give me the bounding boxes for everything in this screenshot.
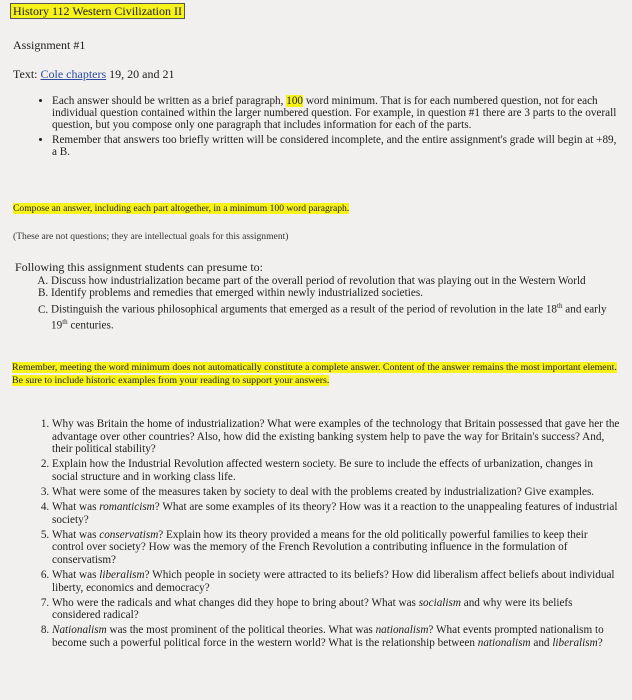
question-item: 4. What was romanticism? What are some examples of its theory? How was it a reaction to the unappealing features of industrial society? [52, 501, 620, 526]
goal-item: A. Discuss how industrialization became part of the overall period of revolution that was playing out in the Western World [51, 275, 611, 287]
question-item: 6. What was liberalism? Which people in society were attracted to its beliefs? How did liberalism affect beliefs about individual liberty, economics and democracy? [52, 569, 620, 594]
question-item: 5. What was conservatism? Explain how its theory provided a means for the old politically powerful families to keep their control over society? How was the memory of the French Revolution a contributing influence in the formulation of conservatism? [52, 529, 620, 567]
goal-item: B. Identify problems and remedies that emerged within newly industrialized societies. [51, 287, 611, 299]
question-item: 7. Who were the radicals and what changes did they hope to bring about? What was socialism and why were its beliefs considered radical? [52, 597, 620, 622]
text-chapters: 19, 20 and 21 [106, 67, 175, 81]
following-intro: Following this assignment students can presume to: [15, 260, 263, 274]
goal-item: C. Distinguish the various philosophical arguments that emerged as a result of the period of revolution in the late 18th and early 19th centuries. [51, 300, 611, 332]
question-item: 8. Nationalism was the most prominent of the political theories. What was nationalism? What events prompted nationalism to become such a powerful political force in the western world? What is the relationship between nationalism and liberalism? [52, 624, 620, 649]
question-item: 2. Explain how the Industrial Revolution affected western society. Be sure to include the effects of urbanization, changes in social structure and in working class life. [52, 458, 620, 483]
question-item: 1. Why was Britain the home of industrialization? What were examples of the technology that Britain possessed that gave her the advantage over other countries? Also, how did the existing banking system help to pave the way for Britain's success? And, their political stability? [52, 418, 620, 456]
instructions-list [28, 95, 622, 160]
text-link[interactable]: Cole chapters [40, 67, 107, 81]
instruction-item: • Remember that answers too briefly written will be considered incomplete, and the entire assignment's grade will begin at +89, a B. [52, 134, 622, 158]
text-reference [13, 67, 174, 82]
compose-note: Compose an answer, including each part altogether, in a minimum 100 word paragraph. [13, 203, 350, 214]
assignment-number: Assignment #1 [13, 38, 86, 52]
remember-note: Remember, meeting the word minimum does not automatically constitute a complete answer. Content of the answer remains the most important element. Be sure to include historic examples from your reading to support your answers. [12, 362, 617, 386]
instruction-item: • Each answer should be written as a brief paragraph, 100 word minimum. That is for each numbered question, not for each individual question contained within the larger numbered question. For example, in question #1 there are 3 parts to the overall question, but you compose only one paragraph that includes information for each of the parts. [52, 95, 622, 132]
question-item: 3. What were some of the measures taken by society to deal with the problems created by industrialization? Give examples. [52, 486, 620, 499]
word-minimum-highlight: 100 [286, 95, 304, 107]
goals-note: (These are not questions; they are intellectual goals for this assignment) [13, 231, 289, 242]
questions-list [34, 418, 620, 652]
course-title: History 112 Western Civilization II [10, 4, 185, 19]
goals-list [35, 275, 611, 332]
text-label: Text: [13, 67, 41, 81]
